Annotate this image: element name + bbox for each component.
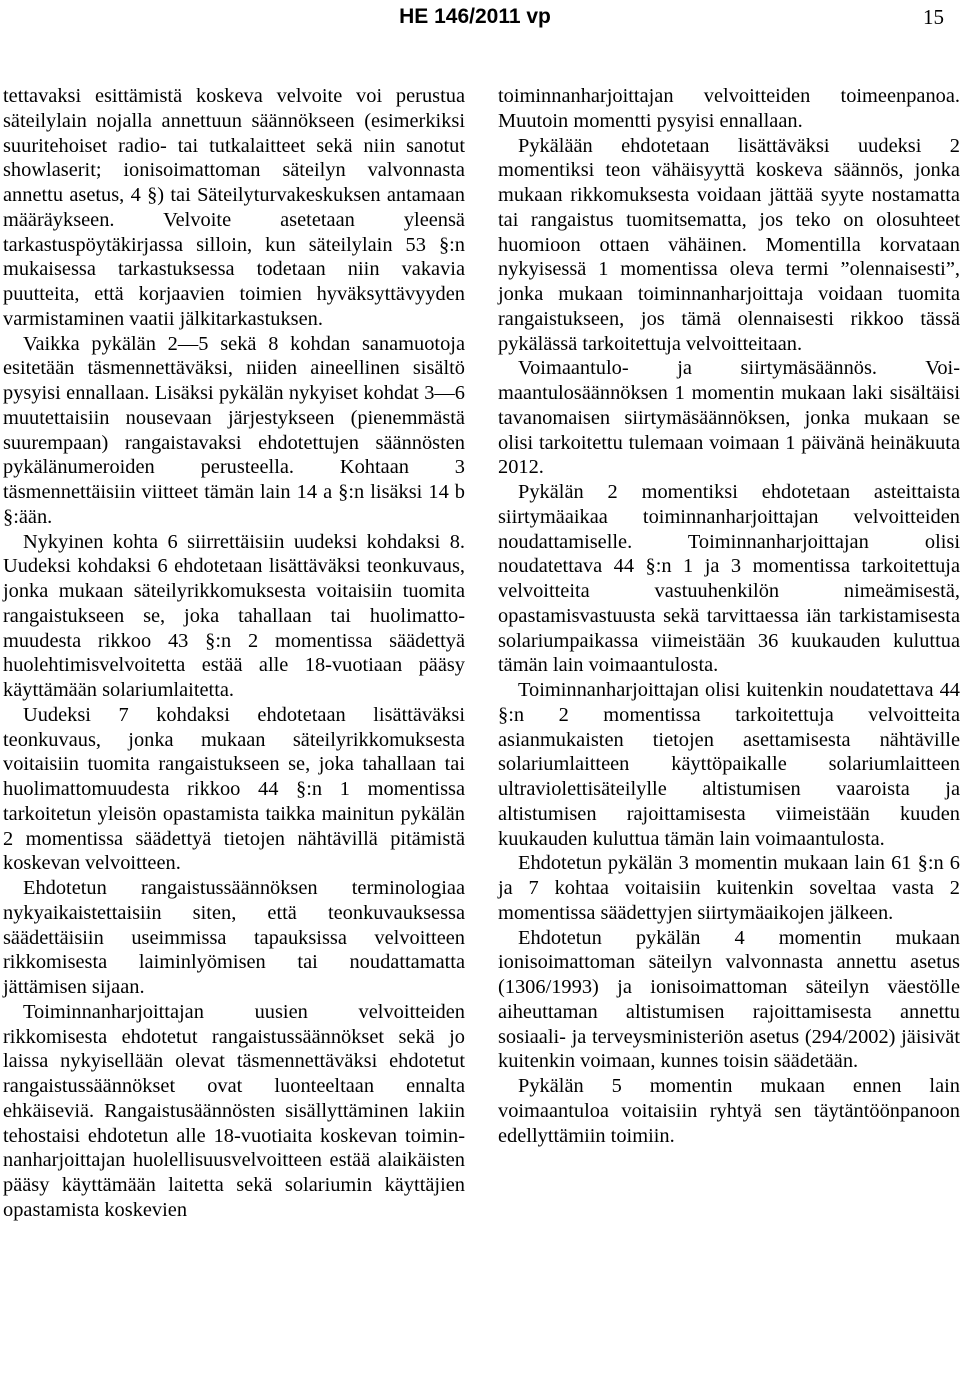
paragraph: Pykälän 2 momentiksi ehdotetaan asteittaista siirtymäaikaa toiminnanharjoittajan velvoitteiden noudattamiselle. Toiminnanharjoittajan olisi noudatettava 44 §:n 1 ja 3 momentissa tarkoitettuja velvoitteita vastuuhenkilön nimeämisestä, opastamisvastuusta sekä tarvittaessa iän tarkistamisesta solariumpaikassa viimeistään 36 kuukauden kuluttua tämän lain voimaantulosta. [498,481,960,677]
paragraph: tettavaksi esittämistä koskeva velvoite voi perustua säteilylain nojalla annettuun säännökseen (esimerkiksi suuritehoiset radio- tai tutkalaitteet sekä niin sanotut showlaserit; ionisoimattoman säteilyn valvonnasta annettu asetus, 4 §) tai Säteilyturvakeskuksen antamaan määräykseen. Velvoite asetetaan yleensä tarkastuspöytäkirjassa silloin, kun säteilylain 53 §:n mukaisessa tarkastuksessa todetaan niin vakavia puutteita, että korjaavien toimien hyväksyttävyyden varmistaminen vaatii jälkitarkastuksen. [3,85,465,330]
paragraph: Ehdotetun pykälän 4 momentin mukaan ionisoimattoman säteilyn valvonnasta annettu asetus (1306/1993) ja ionisoimattoman säteilyn väestölle aiheuttaman altistumisen rajoittamisesta annettu sosiaali- ja terveysministeriön asetus (294/2002) jäisivät kuitenkin voimaan, kunnes toisin säädetään. [498,926,960,1073]
document-id: HE 146/2011 vp [399,5,551,28]
left-column [3,84,465,1223]
paragraph: Uudeksi 7 kohdaksi ehdotetaan lisättäväksi teonkuvaus, jonka mukaan säteilyrikkomuksesta voitaisiin tuomita rangaistukseen se, joka tahallaan tai huolimattomuudesta rikkoo 44 §:n 1 momentissa tarkoitetun yleisön opastamista taikka mainitun pykälän 2 momentissa säädettyä tietojen nähtävillä pitämistä koskevan velvoitteen. [3,703,465,875]
paragraph: toiminnanharjoittajan velvoitteiden toimeenpanoa. Muutoin momentti pysyisi ennallaan. [498,85,960,132]
paragraph: Toiminnanharjoittajan uusien velvoitteiden rikkomisesta ehdotetut rangaistussäännökset sekä jo laissa nykyisellään olevat täsmennettäväksi ehdotetut rangaistussäännökset ovat luonteeltaan ennalta ehkäiseviä. Rangaistusäännösten sisällyttäminen lakiin tehostaisi ehdotetun alle 18-vuotiaita koskevan toiminnanharjoittajan huolellisuusvelvoitteen estää alaikäisten pääsy käyttämään laitetta sekä solariumin käyttäjien opastamista koskevien [3,1000,465,1221]
paragraph: Vaikka pykälän 2—5 sekä 8 kohdan sanamuotoja esitetään täsmennettäväksi, niiden aineellinen sisältö pysyisi ennallaan. Lisäksi pykälän nykyiset kohdat 3—6 muutettaisiin nousevaan järjestykseen (pienemmästä suurempaan) rangaistavaksi ehdotettujen säännösten pykälänumeroiden perusteella. Kohtaan 3 täsmennettäisiin viitteet tämän lain 14 a §:n lisäksi 14 b §:ään. [3,332,465,528]
paragraph: Pykälän 5 momentin mukaan ennen lain voimaantuloa voitaisiin ryhtyä sen täytäntöönpanoon edellyttämiin toimiin. [498,1075,960,1147]
paragraph: Nykyinen kohta 6 siirrettäisiin uudeksi kohdaksi 8. Uudeksi kohdaksi 6 ehdotetaan lisättäväksi teonkuvaus, jonka mukaan säteilyrikkomuksesta voitaisiin tuomita rangaistukseen se, joka tahallaan tai huolimattomuudesta rikkoo 43 §:n 2 momentissa säädettyä huolehtimisvelvoitetta estää alle 18-vuotiaan pääsy käyttämään solariumlaitetta. [3,530,465,701]
paragraph: Ehdotetun rangaistussäännöksen terminologiaa nykyaikaistettaisiin siten, että teonkuvauksessa säädettäisiin useimmissa tapauksissa velvoitteen rikkomisesta laiminlyömisen tai noudattamatta jättämisen sijaan. [3,877,465,998]
paragraph: Voimaantulo- ja siirtymäsäännös. Voimaantulosäännöksen 1 momentin mukaan laki sisältäisi tavanomaisen siirtymäsäännöksen, jonka mukaan se olisi tarkoitettu tulemaan voimaan 1 päivänä heinäkuuta 2012. [498,357,960,479]
page-header [0,0,960,40]
page-number: 15 [923,5,944,29]
paragraph: Pykälään ehdotetaan lisättäväksi uudeksi 2 momentiksi teon vähäisyyttä koskeva säännös, jonka mukaan rikkomuksesta voidaan jättää syyte nostamatta tai rangaistus tuomitsematta, jos teko on olosuhteet huomioon ottaen vähäinen. Momentilla korvataan nykyisessä 1 momentissa oleva termi ”olennaisesti”, jonka mukaan toiminnanharjoittaja voidaan tuomita rangaistukseen, jos tämä olennaisesti rikkoo tässä pykälässä tarkoitettuja velvoitteitaan. [498,134,960,355]
paragraph: Toiminnanharjoittajan olisi kuitenkin noudatettava 44 §:n 2 momentissa tarkoitettuja velvoitteita asianmukaisten tietojen asettamisesta nähtäville solariumlaitteen käyttöpaikalle solariumlaitteen ultraviolettisäteilylle altistumisen vaaroista ja altistumisen rajoittamisesta viimeistään kuuden kuukauden kuluttua tämän lain voimaantulosta. [498,679,960,850]
paragraph: Ehdotetun pykälän 3 momentin mukaan lain 61 §:n 6 ja 7 kohtaa voitaisiin kuitenkin soveltaa vasta 2 momentissa säädettyjen siirtymäaikojen jälkeen. [498,852,960,924]
right-column [498,84,960,1148]
